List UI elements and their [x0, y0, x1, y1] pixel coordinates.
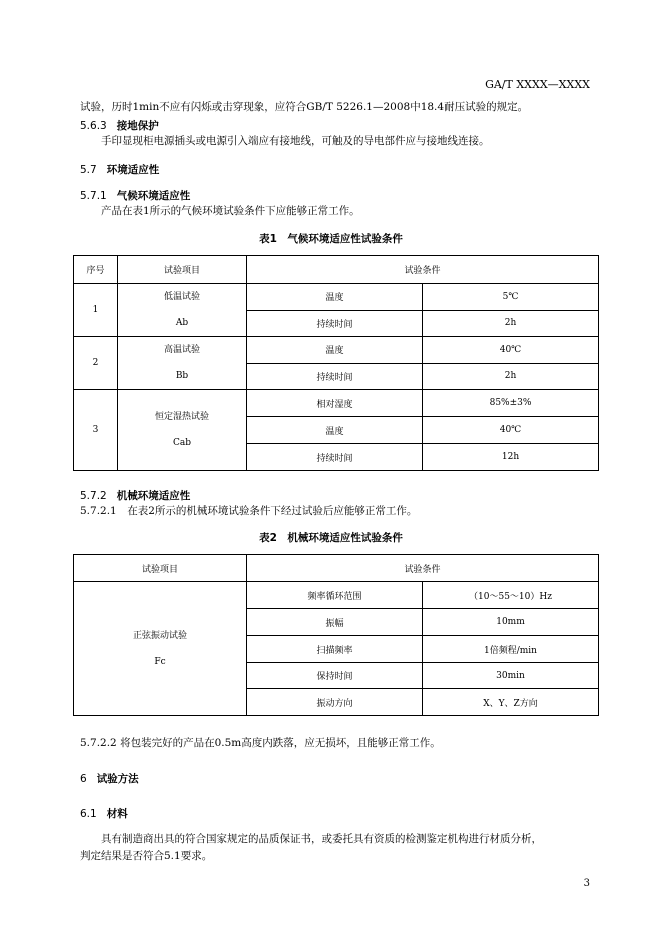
param-value: 5℃: [423, 284, 599, 311]
section-5-7-1-body: 产品在表1所示的气候环境试验条件下应能够正常工作。: [101, 205, 360, 217]
section-number: 5.7.1: [80, 190, 107, 202]
param-value: 40℃: [423, 417, 599, 444]
test-item-code: Bb: [175, 371, 189, 381]
section-6-1-body-line-1: 具有制造商出具的符合国家规定的品质保证书，或委托具有资质的检测鉴定机构进行材质分析，: [101, 833, 542, 845]
row-number: 3: [74, 390, 118, 471]
section-title: 气候环境适应性: [116, 190, 191, 202]
param-value: 10mm: [423, 609, 599, 636]
param-value: X、Y、Z方向: [423, 689, 599, 716]
test-item-name: 恒定湿热试验: [154, 412, 209, 422]
section-5-7-2-2-text: 5.7.2.2 将包装完好的产品在0.5m高度内跌落，应无损坏，且能够正常工作。: [80, 737, 441, 749]
row-number: 2: [74, 337, 118, 390]
param-value: 2h: [423, 363, 599, 390]
param-name: 温度: [247, 337, 423, 364]
param-name: 温度: [247, 284, 423, 311]
table-header-row: [74, 256, 599, 284]
test-item-code: Ab: [175, 318, 189, 328]
table-row: [74, 582, 599, 609]
test-item-name: 低温试验: [163, 292, 200, 302]
header-cell: 试验项目: [74, 555, 247, 582]
section-title: 接地保护: [116, 120, 159, 132]
param-name: 持续时间: [247, 363, 423, 390]
table-2-caption: 表2 机械环境适应性试验条件: [259, 532, 403, 544]
param-name: 扫描频率: [247, 636, 423, 663]
standard-number: GA/T XXXX—XXXX: [485, 78, 590, 91]
test-item-code: Fc: [154, 656, 166, 667]
param-name: 频率循环范围: [247, 582, 423, 609]
section-5-6-3-heading: [80, 118, 159, 133]
param-value: 30min: [423, 663, 599, 689]
section-6-1-body-line-2: 判定结果是否符合5.1要求。: [80, 850, 213, 862]
section-6-heading: [80, 771, 139, 786]
test-item: [118, 284, 247, 337]
param-name: 振动方向: [247, 689, 423, 716]
section-title: 材料: [106, 808, 128, 820]
section-5-7-1-heading: [80, 188, 190, 203]
section-number: 6: [80, 773, 87, 785]
table-row: [74, 390, 599, 417]
param-value: （10～55～10）Hz: [423, 582, 599, 609]
param-value: 40℃: [423, 337, 599, 364]
param-value: 2h: [423, 310, 599, 337]
climate-test-table: [73, 255, 599, 471]
section-number: 5.6.3: [80, 120, 107, 132]
section-number: 6.1: [80, 808, 97, 820]
section-5-7-2-heading: [80, 488, 190, 503]
test-item-name: 高温试验: [163, 345, 200, 355]
mechanical-test-table: [73, 554, 599, 716]
param-name: 相对湿度: [247, 390, 423, 417]
section-title: 试验方法: [96, 773, 139, 785]
test-item-code: Cab: [172, 438, 191, 448]
section-5-7-2-1-text: 5.7.2.1 在表2所示的机械环境试验条件下经过试验后应能够正常工作。: [80, 505, 418, 517]
table-row: [74, 284, 599, 311]
header-cell: 试验项目: [118, 256, 247, 284]
test-item: [74, 582, 247, 716]
section-number: 5.7: [80, 164, 97, 176]
header-cell: 试验条件: [247, 256, 599, 284]
test-item: [118, 337, 247, 390]
test-item-name: 正弦振动试验: [132, 630, 187, 641]
table-header-row: [74, 555, 599, 582]
param-name: 振幅: [247, 609, 423, 636]
page-number: 3: [583, 878, 590, 889]
header-cell: 试验条件: [247, 555, 599, 582]
section-5-7-heading: [80, 162, 159, 177]
section-number: 5.7.2: [80, 490, 107, 502]
param-name: 温度: [247, 417, 423, 444]
continuation-text: 试验，历时1min不应有闪烁或击穿现象，应符合GB/T 5226.1—2008中18.4耐压试验的规定。: [80, 101, 529, 113]
param-value: 85%±3%: [423, 390, 599, 417]
header-cell: 序号: [74, 256, 118, 284]
row-number: 1: [74, 284, 118, 337]
param-name: 持续时间: [247, 444, 423, 471]
param-value: 1倍频程/min: [423, 636, 599, 663]
section-5-6-3-body: 手印显现柜电源插头或电源引入端应有接地线，可触及的导电部件应与接地线连接。: [101, 135, 490, 147]
table-row: [74, 337, 599, 364]
section-6-1-heading: [80, 806, 128, 821]
test-item: [118, 390, 247, 471]
section-title: 机械环境适应性: [116, 490, 191, 502]
table-1-caption: 表1 气候环境适应性试验条件: [259, 233, 403, 245]
param-name: 保持时间: [247, 663, 423, 689]
section-title: 环境适应性: [106, 164, 160, 176]
param-name: 持续时间: [247, 310, 423, 337]
param-value: 12h: [423, 444, 599, 471]
